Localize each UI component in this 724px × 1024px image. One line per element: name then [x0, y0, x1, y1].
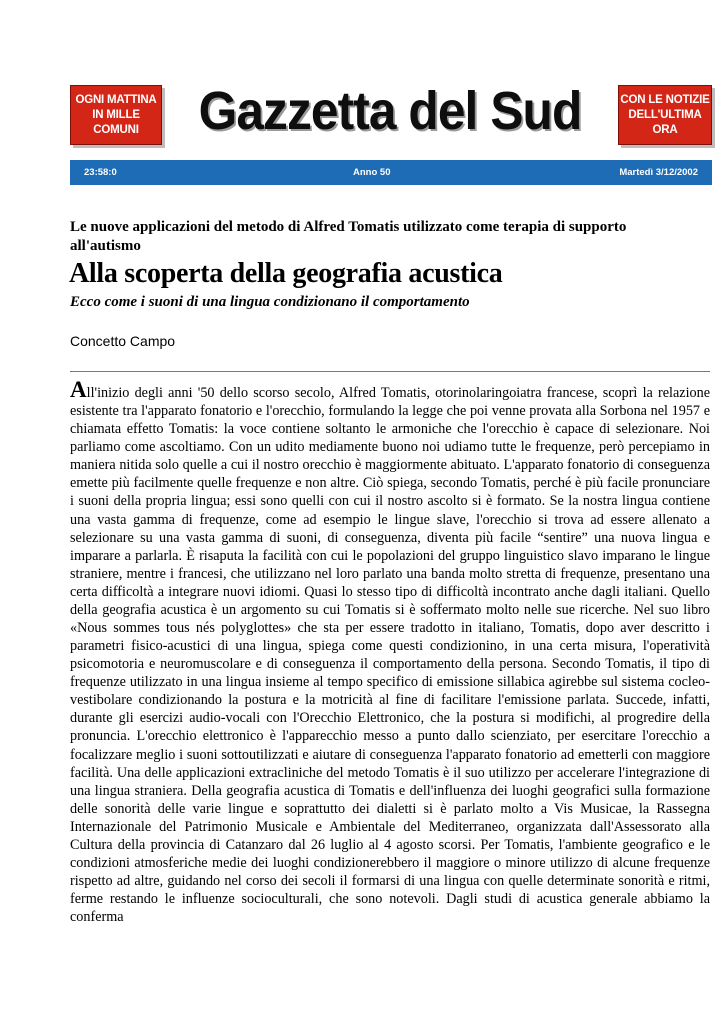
article-body [70, 377, 710, 926]
drop-cap: A [70, 377, 87, 402]
newspaper-logo: Gazzetta del Sud [198, 81, 582, 141]
masthead [70, 82, 712, 148]
info-date: Martedì 3/12/2002 [619, 167, 698, 178]
masthead-left-line-1: OGNI MATTINA [75, 93, 157, 106]
divider [70, 371, 710, 372]
article-title: Alla scoperta della geografia acustica [69, 258, 503, 289]
info-time: 23:58:0 [84, 167, 117, 178]
article-subtitle: Ecco come i suoni di una lingua condizionano il comportamento [70, 294, 470, 310]
info-bar [70, 160, 712, 185]
article-author: Concetto Campo [70, 333, 176, 349]
masthead-right-line-2: DELL'ULTIMA ORA [628, 108, 702, 136]
masthead-right-box [618, 85, 712, 145]
article-kicker: Le nuove applicazioni del metodo di Alfred Tomatis utilizzato come terapia di supporto all'autismo [70, 219, 627, 254]
masthead-left-box [70, 85, 162, 145]
info-year: Anno 50 [353, 167, 391, 178]
article-body-text: ll'inizio degli anni '50 dello scorso secolo, Alfred Tomatis, otorinolaringoiatra francese, scoprì la relazione esistente tra l'apparato fonatorio e l'orecchio, formulando la legge che poi venne provata alla Sorbona nel 1957 e chiamata effetto Tomatis: la voce contiene soltanto le armoniche che l'orecchio è capace di selezionare. Noi parliamo come ascoltiamo. Con un udito mediamente buono noi udiamo tutte le frequenze, però percepiamo in maniera nitida solo quelle a cui il nostro orecchio è maggiormente abituato. L'apparato fonatorio di conseguenza emette più facilmente quelle frequenze e non altre. Ciò spiega, secondo Tomatis, perché è più facile pronunciare i suoni della propria lingua; essi sono quelli con cui il nostro ascolto si è formato. Se la nostra lingua contiene una vasta gamma di frequenze, come ad esempio le lingue slave, l'orecchio si trova ad essere allenato a selezionare su una vasta gamma di suoni, di conseguenza, diventa più facile “sentire” una nuova lingua e imparare a parlarla. È risaputa la facilità con cui le popolazioni del gruppo linguistico slavo imparano le lingue straniere, mentre i francesi, che utilizzano nel loro parlato una banda molto stretta di frequenze, presentano una certa difficoltà a integrare nuovi idiomi. Quasi lo stesso tipo di difficoltà incontrato anche dagli italiani. Quello della geografia acustica è un argomento su cui Tomatis si è soffermato molto nelle sue ricerche. Nel suo libro «Nous sommes tous nés polyglottes» che sta per essere tradotto in italiano, Tomatis, dopo aver descritto i parametri fisico-acustici di una lingua, spiega come questi condizionino, in una certa misura, l'operatività psicomotoria e neuromuscolare e di conseguenza il comportamento della persona. Secondo Tomatis, il tipo di frequenze utilizzato in una lingua insieme al tempo specifico di emissione sillabica agirebbe sul sistema cocleo-vestibolare condizionando la postura e la motricità al fine di facilitare l'emissione parlata. Succede, infatti, durante gli esercizi audio-vocali con l'Orecchio Elettronico, che la postura si modifichi, al progredire della pronuncia. L'orecchio elettronico è l'apparecchio messo a punto dallo scienziato, per esercitare l'orecchio a focalizzare meglio i suoni sottoutilizzati e aiutare di conseguenza l'apparato fonatorio ad emetterli con maggiore facilità. Una delle applicazioni extracliniche del metodo Tomatis è il suo utilizzo per accelerare l'integrazione di una lingua straniera. Della geografia acustica di Tomatis e dell'influenza dei luoghi geografici sulla formazione delle sonorità delle varie lingue e soprattutto dei dialetti si è parlato molto a Vis Musicae, la Rassegna Internazionale del Patrimonio Musicale e Ambientale del Mediterraneo, organizzata dall'Assessorato alla Cultura della provincia di Catanzaro dal 26 luglio al 4 agosto scorsi. Per Tomatis, l'ambiente geografico e le condizioni atmosferiche medie dei luoghi condizionerebbero il maggiore o minore utilizzo di alcune frequenze rispetto ad altre, guidando nel corso dei secoli il formarsi di una lingua con quelle determinate sonorità e ritmi, ferme restando le influenze socioculturali, che sono notevoli. Dagli studi di acustica generale abbiamo la conferma [70, 385, 710, 926]
masthead-left-line-2: IN MILLE COMUNI [92, 108, 140, 136]
masthead-right-line-1: CON LE NOTIZIE [620, 93, 710, 106]
